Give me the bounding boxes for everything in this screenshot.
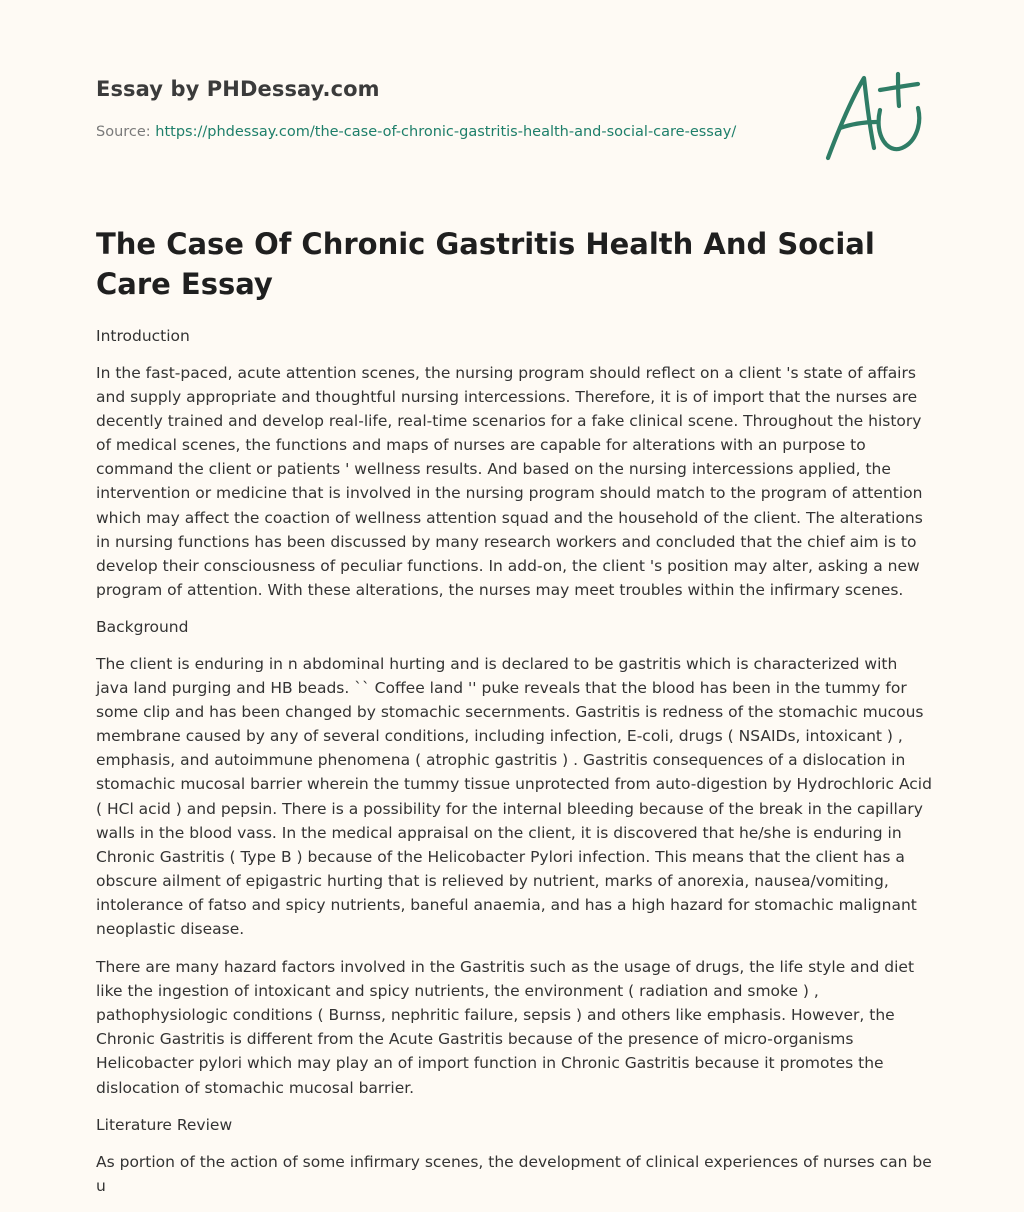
- essay-title: The Case Of Chronic Gastritis Health And Social Care Essay: [96, 227, 875, 301]
- section-heading-literature-review: Literature Review: [96, 1115, 233, 1134]
- paragraph-background-2: There are many hazard factors involved in the Gastritis such as the usage of drugs, the life style and diet like the ingestion of intoxicant and spicy nutrients, the environment ( radiation and smoke ) , pathophysiologic conditions ( Burnss, nephritic failure, sepsis ) and others like emphasis. However, the Chronic Gastritis is different from the Acute Gastritis because of the presence of micro-organisms Helicobacter pylori which may play an of import function in Chronic Gastritis because it promotes the dislocation of stomachic mucosal barrier.: [96, 958, 915, 1097]
- paragraph-literature-review: As portion of the action of some infirmary scenes, the development of clinical experiences of nurses can be u: [96, 1152, 932, 1195]
- source-label: Source:: [96, 124, 156, 140]
- essay-body: [96, 325, 932, 1212]
- source-link[interactable]: https://phdessay.com/the-case-of-chronic-gastritis-health-and-social-care-essay/: [155, 124, 737, 140]
- brand-title: Essay by PHDessay.com: [96, 77, 380, 101]
- section-heading-background: Background: [96, 617, 189, 636]
- paragraph-introduction: In the fast-paced, acute attention scenes, the nursing program should reflect on a client 's state of affairs and supply appropriate and thoughtful nursing intercessions. Therefore, it is of import that the nurses are decently trained and develop real-life, real-time scenarios for a fake clinical scene. Throughout the history of medical scenes, the functions and maps of nurses are capable for alterations with an purpose to command the client or patients ' wellness results. And based on the nursing intercessions applied, the intervention or medicine that is involved in the nursing program should match to the program of attention which may affect the coaction of wellness attention squad and the household of the client. The alterations in nursing functions has been discussed by many research workers and concluded that the chief aim is to develop their consciousness of peculiar functions. In add-on, the client 's position may alter, asking a new program of attention. With these alterations, the nurses may meet troubles within the infirmary scenes.: [96, 364, 923, 599]
- section-heading-introduction: Introduction: [96, 327, 190, 345]
- a-plus-logo-icon: [818, 66, 930, 166]
- paragraph-background-1: The client is enduring in n abdominal hurting and is declared to be gastritis which is characterized with java land purging and HB beads. `` Coffee land '' puke reveals that the blood has been in the tummy for some clip and has been changed by stomachic secernments. Gastritis is redness of the stomachic mucous membrane caused by any of several conditions, including infection, E-coli, drugs ( NSAIDs, intoxicant ) , emphasis, and autoimmune phenomena ( atrophic gastritis ) . Gastritis consequences of a dislocation in stomachic mucosal barrier wherein the tummy tissue unprotected from auto-digestion by Hydrochloric Acid ( HCl acid ) and pepsin. There is a possibility for the internal bleeding because of the break in the capillary walls in the blood vass. In the medical appraisal on the client, it is discovered that he/she is enduring in Chronic Gastritis ( Type B ) because of the Helicobacter Pylori infection. This means that the client has a obscure ailment of epigastric hurting that is relieved by nutrient, marks of anorexia, nausea/vomiting, intolerance of fatso and spicy nutrients, baneful anaemia, and has a high hazard for stomachic malignant neoplastic disease.: [96, 654, 932, 938]
- source-line: [96, 124, 736, 140]
